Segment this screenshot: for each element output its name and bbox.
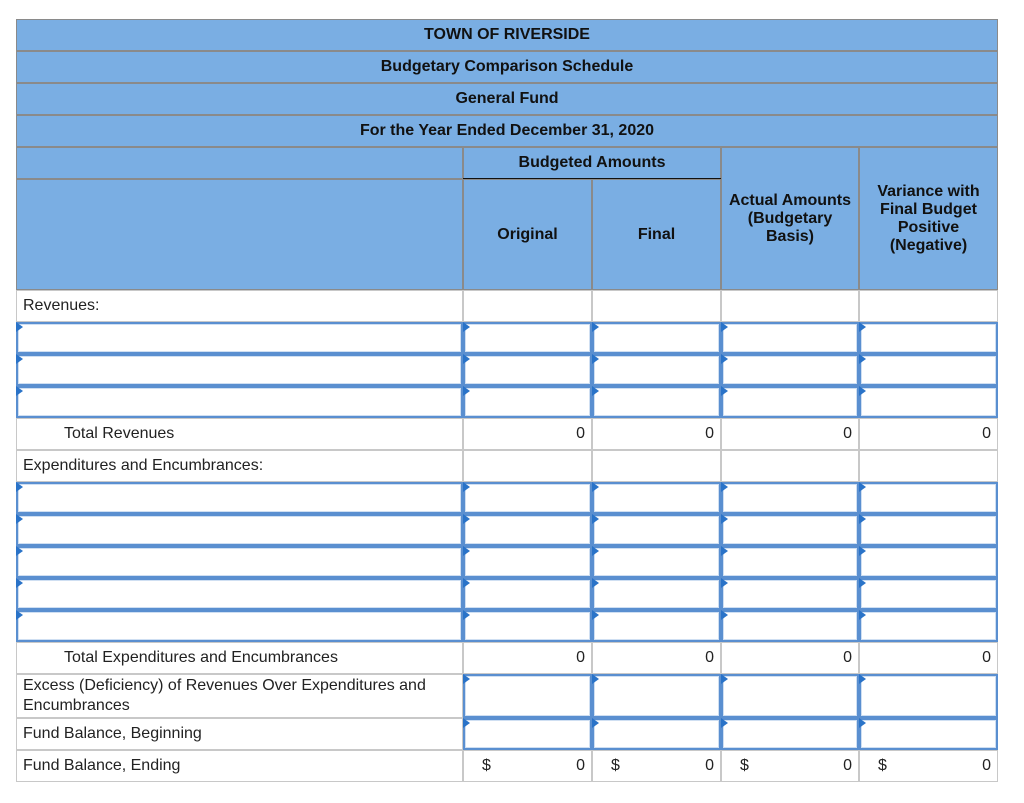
empty-cell — [859, 450, 998, 482]
final-column-header: Final — [592, 179, 721, 290]
revenue-1-actual-input[interactable] — [721, 322, 859, 354]
fund-begin-variance-input[interactable] — [859, 718, 998, 750]
schedule-title: Budgetary Comparison Schedule — [16, 51, 998, 83]
currency-symbol: $ — [611, 757, 620, 774]
total-revenues-original: 0 — [463, 418, 592, 450]
expenditure-5-final-input[interactable] — [592, 610, 721, 642]
fund-begin-actual-input[interactable] — [721, 718, 859, 750]
town-title: TOWN OF RIVERSIDE — [16, 19, 998, 51]
fund-begin-original-input[interactable] — [463, 718, 592, 750]
expenditure-4-variance-input[interactable] — [859, 578, 998, 610]
excess-variance-input[interactable] — [859, 674, 998, 718]
revenue-2-variance-input[interactable] — [859, 354, 998, 386]
budgetary-comparison-schedule — [16, 19, 998, 782]
expenditure-2-variance-input[interactable] — [859, 514, 998, 546]
fund-begin-final-input[interactable] — [592, 718, 721, 750]
expenditure-5-original-input[interactable] — [463, 610, 592, 642]
total-revenues-actual: 0 — [721, 418, 859, 450]
original-column-header: Original — [463, 179, 592, 290]
total-expenditures-final: 0 — [592, 642, 721, 674]
expenditure-3-actual-input[interactable] — [721, 546, 859, 578]
total-expenditures-label: Total Expenditures and Encumbrances — [16, 642, 463, 674]
revenue-3-final-input[interactable] — [592, 386, 721, 418]
total-revenues-variance: 0 — [859, 418, 998, 450]
expenditure-3-original-input[interactable] — [463, 546, 592, 578]
revenue-1-original-input[interactable] — [463, 322, 592, 354]
fund-end-variance-value: 0 — [982, 757, 991, 774]
fund-end-actual-value: 0 — [843, 757, 852, 774]
expenditure-4-final-input[interactable] — [592, 578, 721, 610]
fund-end-original-value: 0 — [576, 757, 585, 774]
expenditure-5-label-input[interactable] — [16, 610, 463, 642]
expenditure-3-final-input[interactable] — [592, 546, 721, 578]
empty-cell — [592, 450, 721, 482]
empty-cell — [592, 290, 721, 322]
empty-cell — [721, 290, 859, 322]
currency-symbol: $ — [482, 757, 491, 774]
excess-deficiency-label: Excess (Deficiency) of Revenues Over Expenditures and Encumbrances — [16, 674, 463, 718]
total-revenues-label: Total Revenues — [16, 418, 463, 450]
expenditure-5-actual-input[interactable] — [721, 610, 859, 642]
fund-balance-ending-label: Fund Balance, Ending — [16, 750, 463, 782]
excess-original-input[interactable] — [463, 674, 592, 718]
expenditure-2-final-input[interactable] — [592, 514, 721, 546]
currency-symbol: $ — [740, 757, 749, 774]
variance-column-header: Variance with Final Budget Positive (Negative) — [859, 147, 998, 290]
expenditure-2-original-input[interactable] — [463, 514, 592, 546]
revenue-1-variance-input[interactable] — [859, 322, 998, 354]
revenue-2-original-input[interactable] — [463, 354, 592, 386]
empty-cell — [463, 290, 592, 322]
label-column-header — [16, 179, 463, 290]
fund-end-actual — [721, 750, 859, 782]
revenue-1-final-input[interactable] — [592, 322, 721, 354]
budgeted-amounts-header: Budgeted Amounts — [463, 147, 721, 179]
revenue-3-actual-input[interactable] — [721, 386, 859, 418]
expenditure-1-final-input[interactable] — [592, 482, 721, 514]
expenditure-5-variance-input[interactable] — [859, 610, 998, 642]
actual-column-header: Actual Amounts (Budgetary Basis) — [721, 147, 859, 290]
empty-cell — [859, 290, 998, 322]
excess-final-input[interactable] — [592, 674, 721, 718]
header-blank-cell — [16, 147, 463, 179]
expenditure-4-original-input[interactable] — [463, 578, 592, 610]
empty-cell — [721, 450, 859, 482]
empty-cell — [463, 450, 592, 482]
total-expenditures-variance: 0 — [859, 642, 998, 674]
period-title: For the Year Ended December 31, 2020 — [16, 115, 998, 147]
expenditure-1-original-input[interactable] — [463, 482, 592, 514]
expenditure-1-actual-input[interactable] — [721, 482, 859, 514]
revenue-3-variance-input[interactable] — [859, 386, 998, 418]
excess-actual-input[interactable] — [721, 674, 859, 718]
revenue-2-final-input[interactable] — [592, 354, 721, 386]
total-expenditures-original: 0 — [463, 642, 592, 674]
fund-end-original — [463, 750, 592, 782]
revenues-label: Revenues: — [16, 290, 463, 322]
revenue-1-label-input[interactable] — [16, 322, 463, 354]
expenditure-2-label-input[interactable] — [16, 514, 463, 546]
expenditure-4-label-input[interactable] — [16, 578, 463, 610]
expenditure-1-variance-input[interactable] — [859, 482, 998, 514]
revenue-3-original-input[interactable] — [463, 386, 592, 418]
fund-end-final — [592, 750, 721, 782]
total-expenditures-actual: 0 — [721, 642, 859, 674]
fund-end-variance — [859, 750, 998, 782]
expenditure-3-label-input[interactable] — [16, 546, 463, 578]
expenditure-4-actual-input[interactable] — [721, 578, 859, 610]
expenditures-label: Expenditures and Encumbrances: — [16, 450, 463, 482]
fund-balance-beginning-label: Fund Balance, Beginning — [16, 718, 463, 750]
fund-title: General Fund — [16, 83, 998, 115]
expenditure-1-label-input[interactable] — [16, 482, 463, 514]
currency-symbol: $ — [878, 757, 887, 774]
revenue-3-label-input[interactable] — [16, 386, 463, 418]
expenditure-2-actual-input[interactable] — [721, 514, 859, 546]
total-revenues-final: 0 — [592, 418, 721, 450]
revenue-2-actual-input[interactable] — [721, 354, 859, 386]
expenditure-3-variance-input[interactable] — [859, 546, 998, 578]
fund-end-final-value: 0 — [705, 757, 714, 774]
revenue-2-label-input[interactable] — [16, 354, 463, 386]
